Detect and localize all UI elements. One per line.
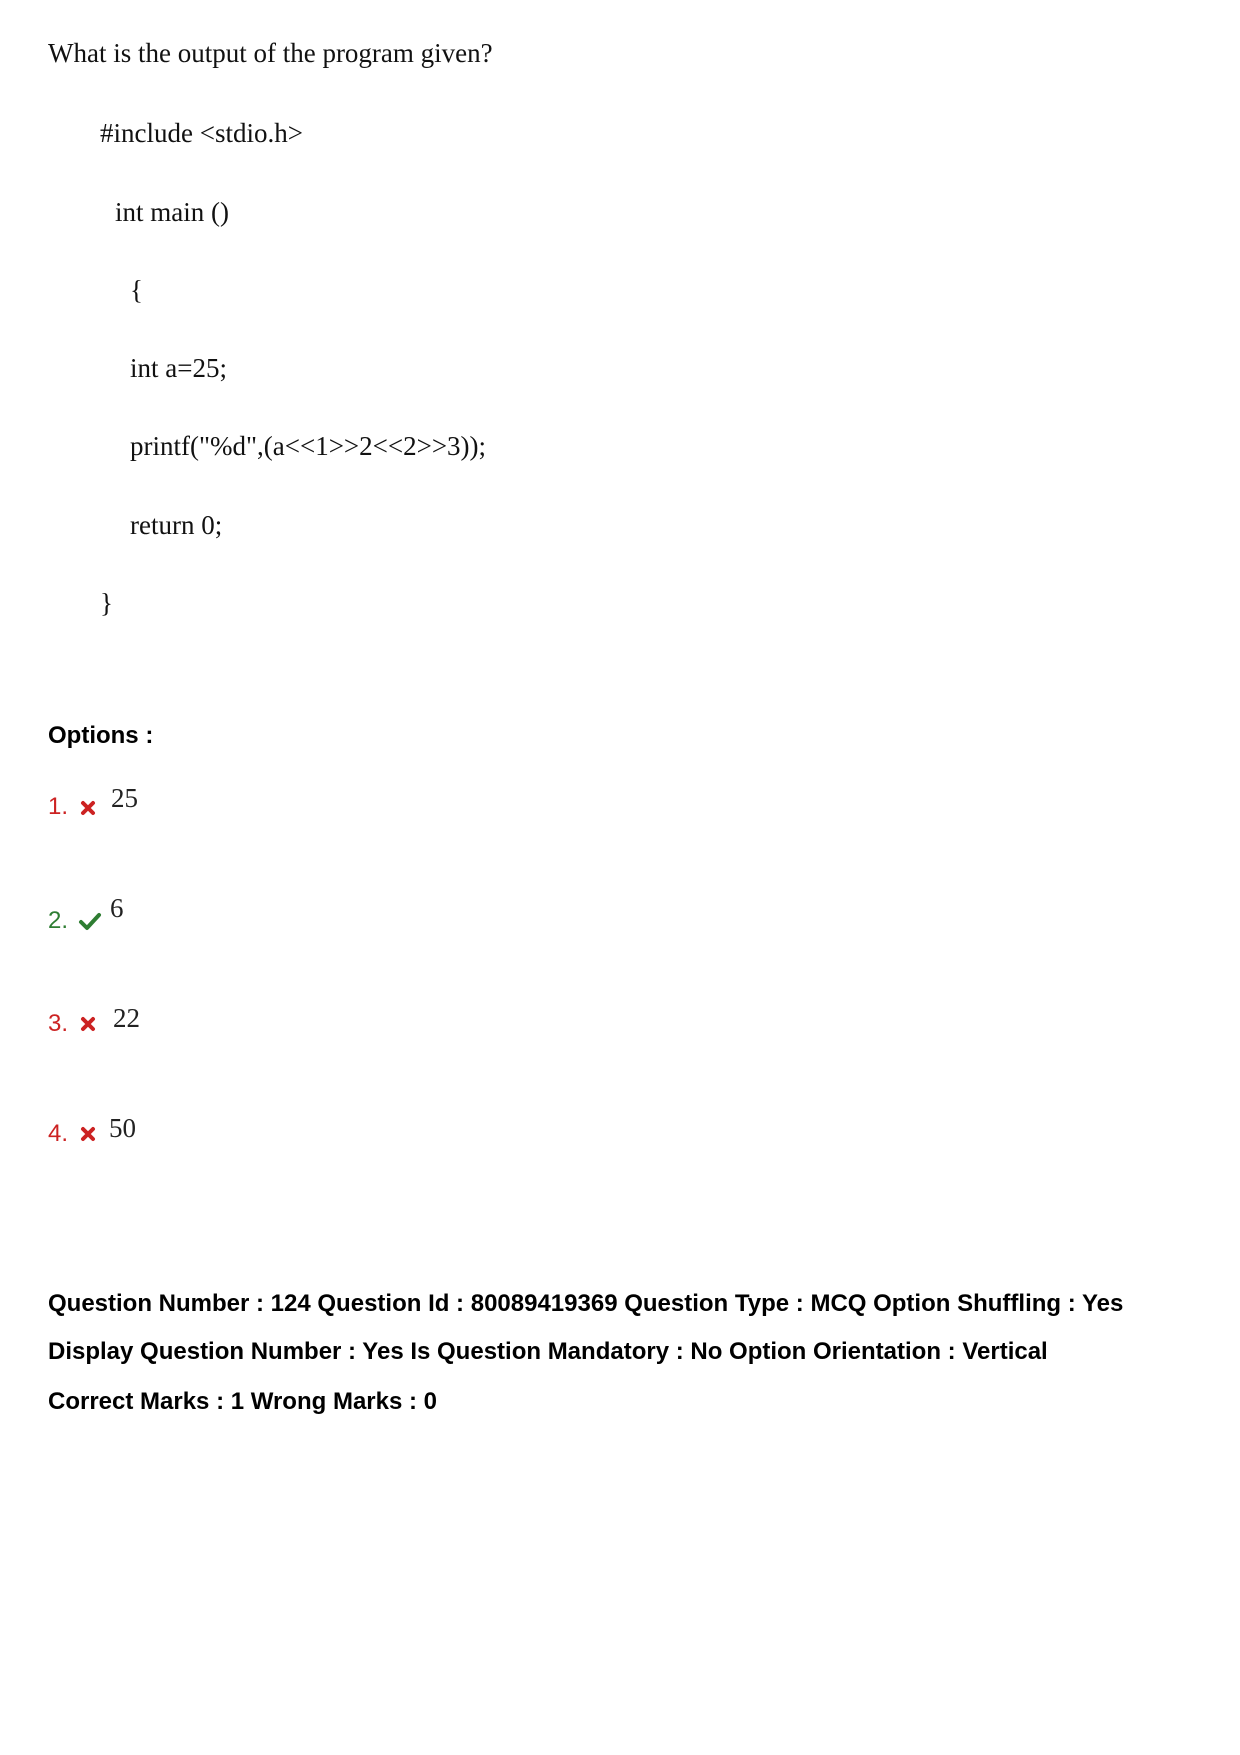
option-value: 6 xyxy=(110,893,124,923)
question-image xyxy=(48,40,608,700)
code-line: #include <stdio.h> xyxy=(100,118,303,148)
cross-icon xyxy=(78,798,98,818)
question-meta-line-1: Question Number : 124 Question Id : 80089419369 Question Type : MCQ Option Shuffling : Yes xyxy=(48,1290,1124,1317)
cross-icon xyxy=(78,1124,98,1144)
code-line: } xyxy=(100,588,113,618)
question-prompt: What is the output of the program given? xyxy=(48,38,493,68)
option-number: 4. xyxy=(48,1120,69,1147)
code-line: int a=25; xyxy=(130,353,227,383)
option-2 xyxy=(48,893,448,953)
code-line: { xyxy=(130,275,143,305)
option-value: 50 xyxy=(109,1113,136,1143)
options-heading: Options : xyxy=(48,722,154,749)
code-line: printf("%d",(a<<1>>2<<2>>3)); xyxy=(130,431,487,461)
option-1 xyxy=(48,783,448,843)
option-3 xyxy=(48,1003,448,1063)
code-line: return 0; xyxy=(130,510,223,540)
option-number: 1. xyxy=(48,793,69,820)
option-value: 25 xyxy=(111,783,138,813)
cross-icon xyxy=(78,1014,98,1034)
option-number: 3. xyxy=(48,1010,69,1037)
option-value: 22 xyxy=(113,1003,140,1033)
code-line: int main () xyxy=(115,197,229,227)
option-4 xyxy=(48,1113,448,1173)
question-meta-line-3: Correct Marks : 1 Wrong Marks : 0 xyxy=(48,1388,438,1415)
check-icon xyxy=(78,911,102,931)
option-number: 2. xyxy=(48,907,69,934)
question-meta-line-2: Display Question Number : Yes Is Question Mandatory : No Option Orientation : Vertical xyxy=(48,1338,1048,1365)
